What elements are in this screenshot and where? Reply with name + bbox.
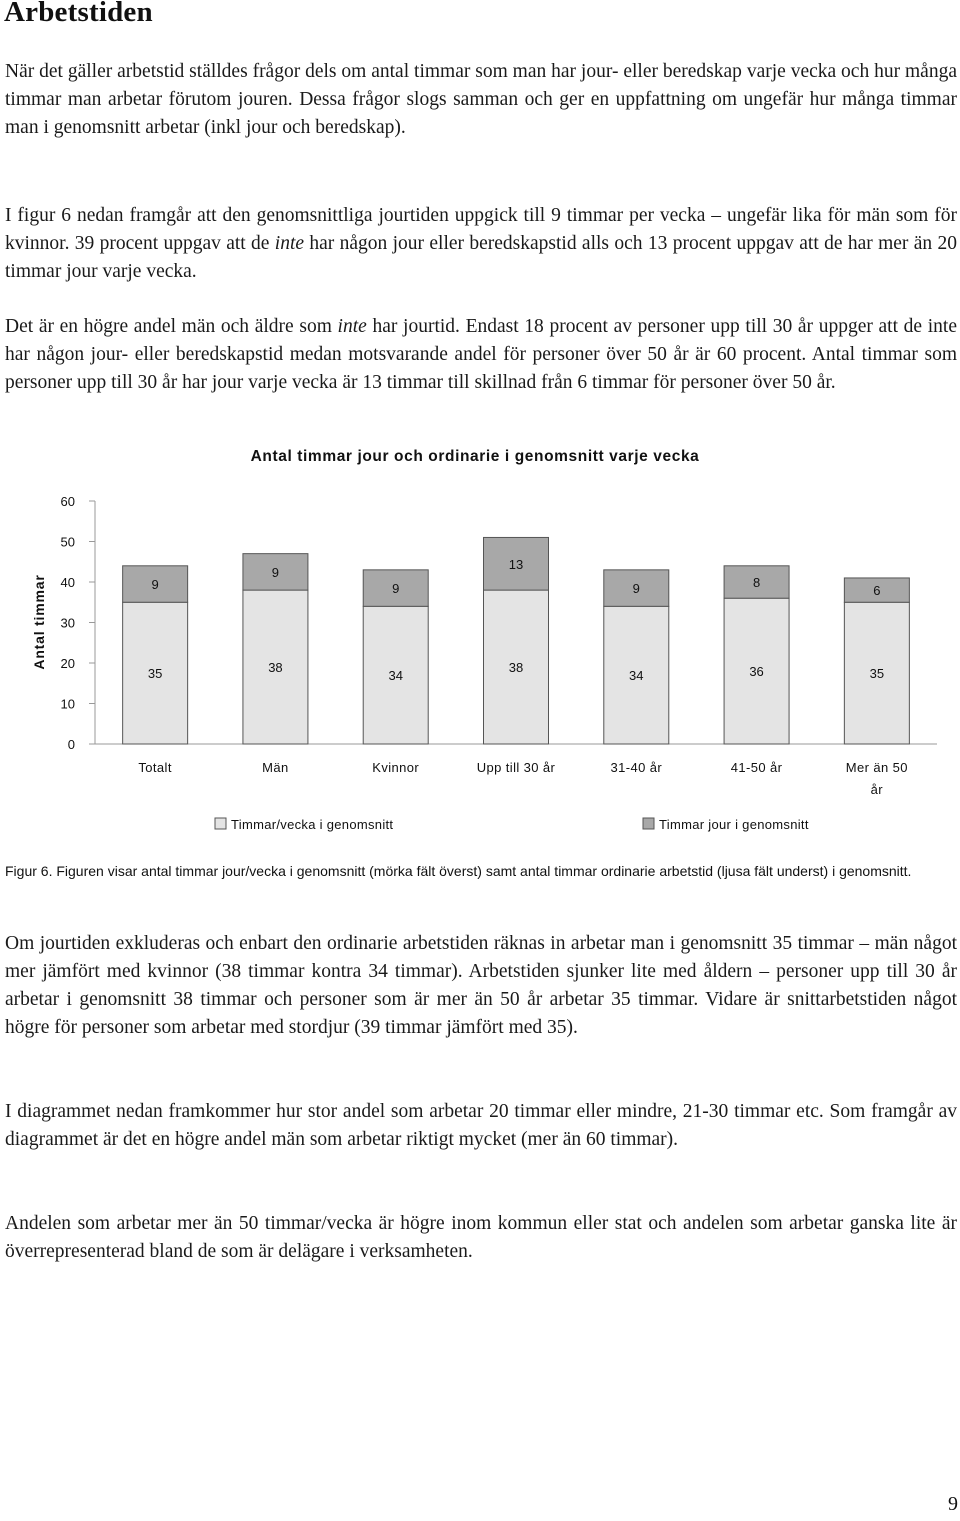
y-tick-label: 50 (60, 534, 75, 550)
y-tick-label: 30 (60, 615, 75, 631)
legend-swatch (215, 818, 226, 829)
data-label-ordinarie: 38 (508, 660, 524, 676)
x-category-label: Kvinnor (372, 760, 420, 775)
chart-title: Antal timmar jour och ordinarie i genomsnitt varje vecka (250, 448, 700, 465)
legend-swatch (643, 818, 654, 829)
paragraph-jourtid (5, 202, 957, 286)
paragraph-intro: När det gäller arbetstid ställdes frågor dels om antal timmar som man har jour- eller beredskap varje vecka och hur många timmar man arbetar förutom jouren. Dessa frågor slogs samman och ger en uppfattning om ungefär hur många timmar man i genomsnitt arbetar (inkl jour och beredskap). (5, 61, 957, 138)
legend-label: Timmar jour i genomsnitt (659, 817, 809, 832)
figure-6-chart (0, 430, 960, 850)
page-heading: Arbetstiden (4, 0, 153, 28)
x-category-label: Upp till 30 år (476, 760, 556, 775)
y-tick-label: 10 (60, 696, 75, 712)
data-label-jour: 6 (873, 583, 881, 599)
paragraph-alder-emphasis: inte (337, 316, 367, 337)
data-label-ordinarie: 36 (749, 664, 764, 680)
data-label-jour: 9 (271, 564, 280, 580)
page-number: 9 (948, 1493, 958, 1515)
data-label-jour: 9 (151, 577, 159, 593)
figure-caption: Figur 6. Figuren visar antal timmar jour/vecka i genomsnitt (mörka fält överst) samt antal timmar ordinarie arbetstid (ljusa fält underst) i genomsnitt. (5, 863, 912, 879)
paragraph-kommun-stat: Andelen som arbetar mer än 50 timmar/vecka är högre inom kommun eller stat och andelen som arbetar ganska lite är överrepresenterad bland de som är delägare i verksamheten. (5, 1213, 957, 1262)
data-label-ordinarie: 38 (268, 660, 283, 676)
data-label-ordinarie: 34 (388, 668, 403, 684)
data-label-jour: 13 (508, 556, 524, 572)
data-label-jour: 8 (752, 575, 761, 590)
data-label-ordinarie: 35 (147, 666, 163, 682)
paragraph-jourtid-part-2: har någon jour eller beredskapstid alls och 13 procent uppgav att de har mer än 20 timmar jour varje vecka. (5, 233, 957, 282)
data-label-jour: 9 (632, 581, 640, 597)
data-label-ordinarie: 35 (869, 666, 885, 682)
paragraph-alder-part-1: Det är en högre andel män och äldre som (5, 316, 338, 337)
x-category-label: 41-50 år (730, 760, 783, 775)
paragraph-ordinarie-arbetstid: Om jourtiden exkluderas och enbart den ordinarie arbetstiden räknas in arbetar man i genomsnitt 35 timmar – män något mer jämfört med kvinnor (38 timmar kontra 34 timmar). Arbetstiden sjunker lite med åldern – personer upp till 30 år arbetar i genomsnitt 38 timmar och personer som är mer än 50 år arbetar 35 timmar. Vidare är snittarbetstiden något högre för personer som arbetar med stordjur (39 timmar jämfört med 35). (5, 933, 957, 1038)
chart-canvas (0, 430, 960, 850)
x-category-label: Totalt (138, 760, 172, 775)
data-label-jour: 9 (392, 581, 400, 597)
y-tick-label: 40 (60, 575, 75, 590)
y-tick-label: 20 (60, 656, 75, 671)
x-category-label: Mer än 50 (845, 760, 908, 775)
y-tick-label: 60 (60, 494, 75, 509)
y-tick-label: 0 (67, 737, 75, 752)
paragraph-jourtid-emphasis: inte (274, 233, 305, 254)
paragraph-diagram-intro: I diagrammet nedan framkommer hur stor andel som arbetar 20 timmar eller mindre, 21-30 timmar etc. Som framgår av diagrammet är det en högre andel män som arbetar riktigt mycket (mer än 60 timmar). (5, 1101, 957, 1150)
legend-label: Timmar/vecka i genomsnitt (231, 817, 394, 832)
paragraph-alder (5, 313, 957, 397)
paragraph-alder-part-2: har jourtid. Endast 18 procent av personer upp till 30 år uppger att de inte har någon jour- eller beredskapstid medan motsvarande andel för personer över 50 år är 60 procent. Antal timmar som personer upp till 30 år har jour varje vecka är 13 timmar till skillnad från 6 timmar för personer över 50 år. (5, 316, 957, 393)
paragraph-jourtid-part-1: I figur 6 nedan framgår att den genomsnittliga jourtiden uppgick till 9 timmar per vecka – ungefär lika för män som för kvinnor. 39 procent uppgav att de (5, 205, 957, 254)
data-label-ordinarie: 34 (629, 668, 644, 684)
x-category-label: 31-40 år (610, 760, 663, 775)
x-category-label: år (870, 782, 884, 797)
x-category-label: Män (262, 760, 289, 775)
y-axis-label: Antal timmar (31, 574, 47, 670)
